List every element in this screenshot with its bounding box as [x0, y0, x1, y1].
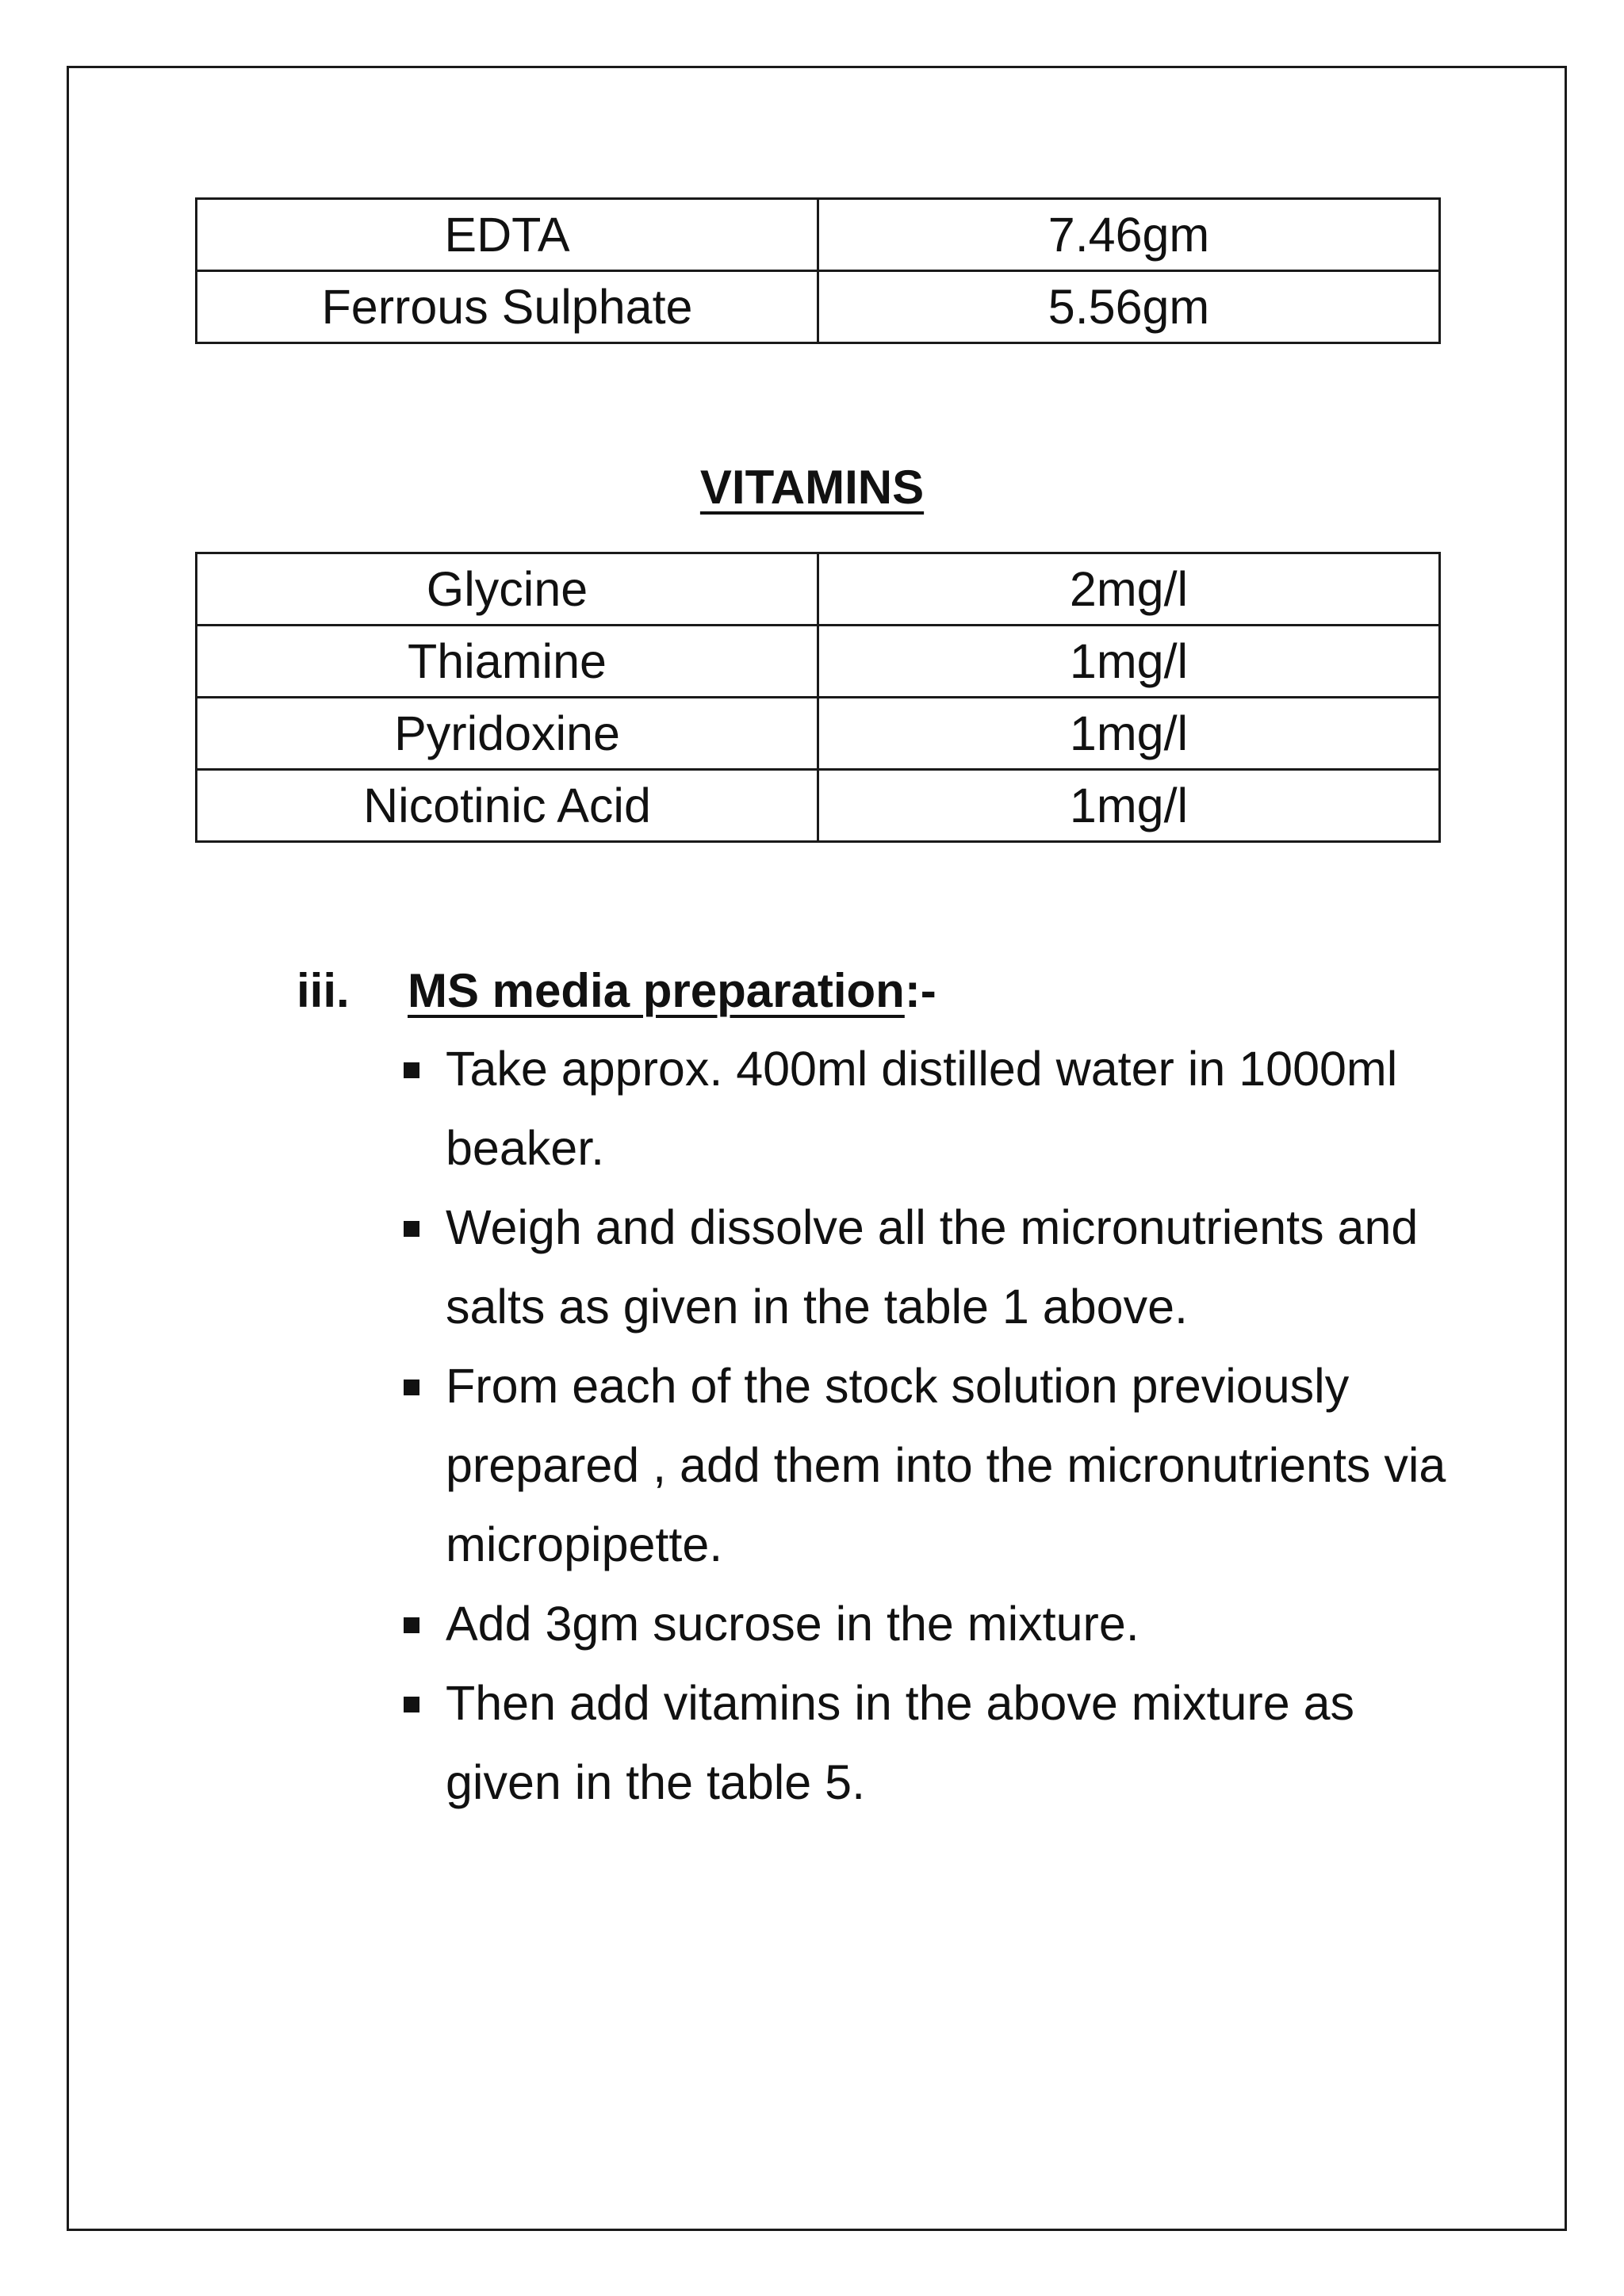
vitamin-name: Thiamine — [197, 626, 818, 698]
step-text: Weigh and dissolve all the micronutrients and salts as given in the table 1 above. — [446, 1200, 1419, 1334]
preparation-title: MS media preparation — [408, 964, 905, 1017]
step-text: Then add vitamins in the above mixture as given in the table 5. — [446, 1676, 1355, 1809]
preparation-steps-list — [396, 1029, 1451, 1822]
section-number: iii. — [297, 964, 350, 1017]
table-row — [197, 271, 1440, 343]
vitamin-amount: 1mg/l — [818, 698, 1440, 770]
step-text: From each of the stock solution previously prepared , add them into the micronutrients via micropipette. — [446, 1359, 1446, 1571]
square-bullet-icon — [404, 1617, 419, 1633]
table-row — [197, 199, 1440, 271]
list-item — [396, 1346, 1451, 1584]
vitamins-heading-text: VITAMINS — [699, 461, 925, 514]
table-row — [197, 698, 1440, 770]
preparation-heading — [297, 955, 936, 1027]
table-row — [197, 553, 1440, 626]
square-bullet-icon — [404, 1221, 419, 1237]
vitamin-amount: 1mg/l — [818, 770, 1440, 842]
square-bullet-icon — [404, 1062, 419, 1078]
vitamins-table — [195, 552, 1441, 843]
vitamin-name: Nicotinic Acid — [197, 770, 818, 842]
vitamins-heading — [0, 452, 1624, 523]
square-bullet-icon — [404, 1380, 419, 1395]
square-bullet-icon — [404, 1697, 419, 1712]
table-row — [197, 770, 1440, 842]
vitamin-amount: 1mg/l — [818, 626, 1440, 698]
list-item — [396, 1029, 1451, 1188]
ingredient-name: Ferrous Sulphate — [197, 271, 818, 343]
list-item — [396, 1584, 1451, 1663]
preparation-title-suffix: :- — [904, 964, 936, 1017]
step-text: Take approx. 400ml distilled water in 1000ml beaker. — [446, 1042, 1398, 1175]
step-text: Add 3gm sucrose in the mixture. — [446, 1597, 1139, 1651]
ingredient-amount: 7.46gm — [818, 199, 1440, 271]
vitamin-name: Pyridoxine — [197, 698, 818, 770]
list-item — [396, 1188, 1451, 1346]
list-item — [396, 1663, 1451, 1822]
table-row — [197, 626, 1440, 698]
iron-source-table — [195, 197, 1441, 344]
vitamin-name: Glycine — [197, 553, 818, 626]
ingredient-name: EDTA — [197, 199, 818, 271]
ingredient-amount: 5.56gm — [818, 271, 1440, 343]
vitamin-amount: 2mg/l — [818, 553, 1440, 626]
